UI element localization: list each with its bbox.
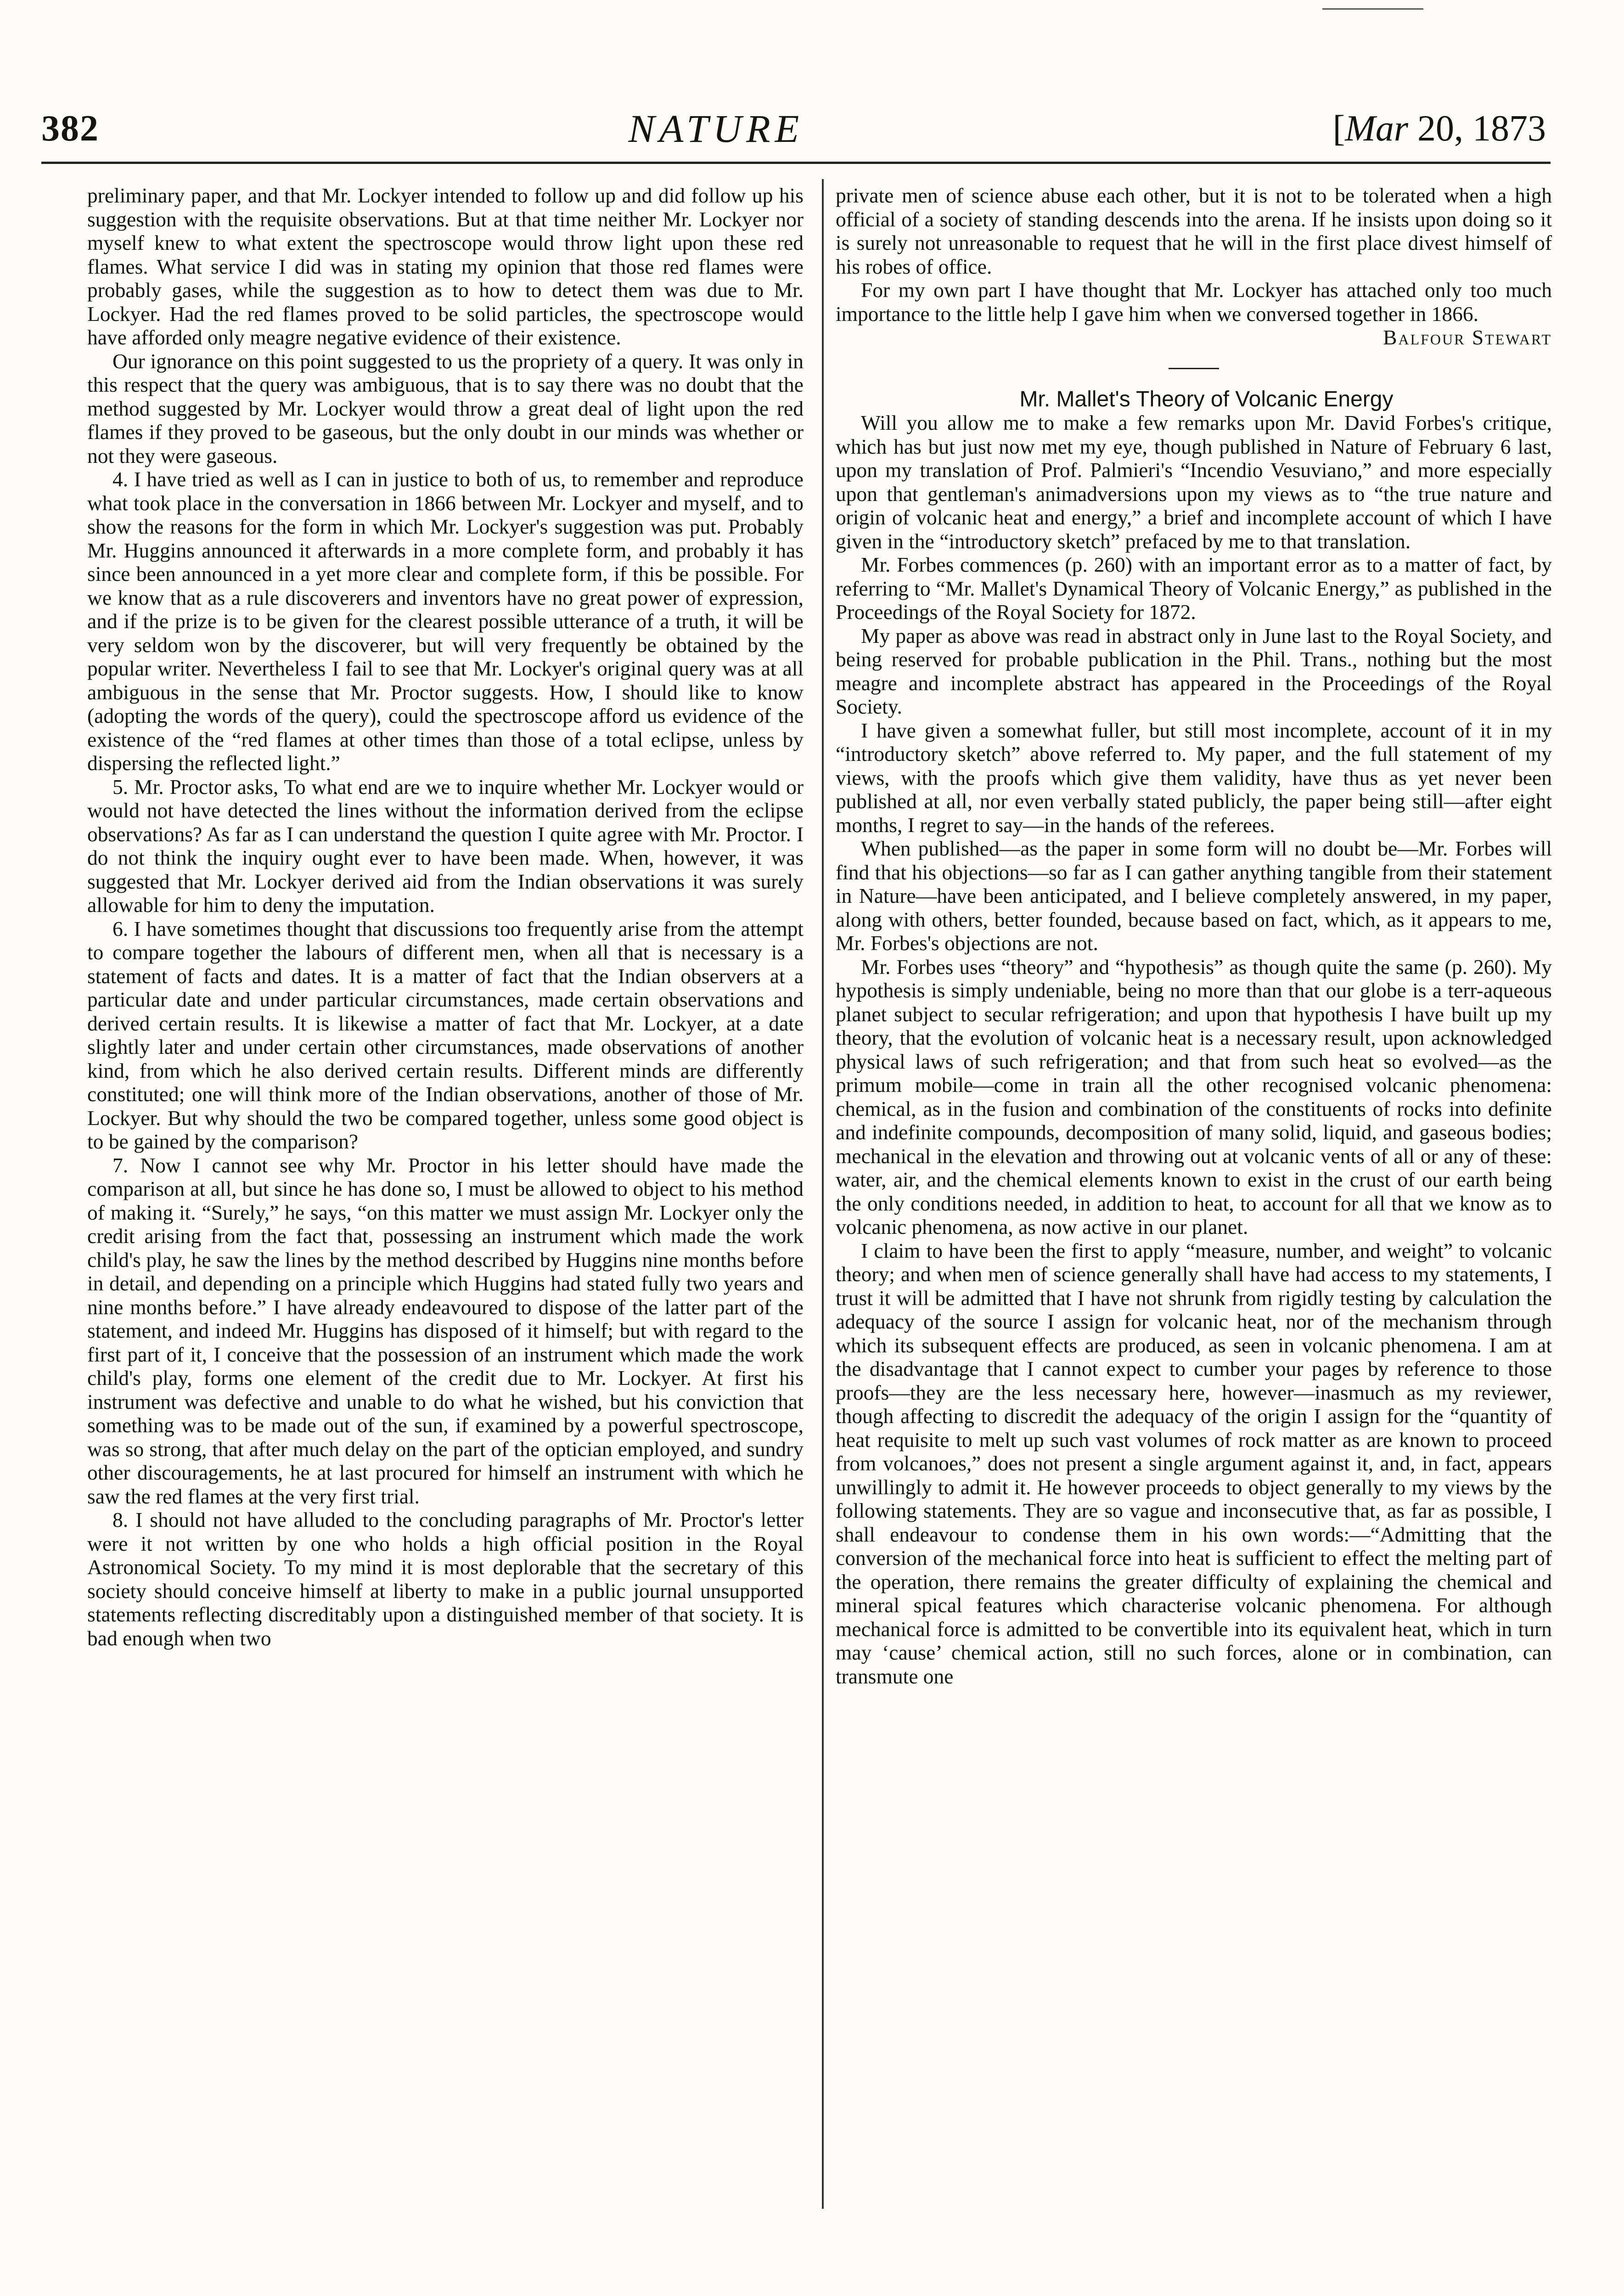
date-bracket: [ xyxy=(1332,108,1345,149)
paragraph: 8. I should not have alluded to the concluding paragraphs of Mr. Proctor's letter were it not written by one who holds a high official position in the Royal Astronomical Society. To my mind it is most deplorable that the secretary of this society should conceive himself at liberty to make in a public journal unsupported statements reflecting discreditably upon a distinguished member of that society. It is bad enough when two xyxy=(87,1508,804,1650)
page-header xyxy=(41,99,1546,158)
paragraph: Mr. Forbes commences (p. 260) with an important error as to a matter of fact, by referring to “Mr. Mallet's Dynamical Theory of Volcanic Energy,” as published in the Proceedings of the Royal Society for 1872. xyxy=(836,553,1552,624)
scan-mark xyxy=(1322,8,1423,10)
paragraph: 7. Now I cannot see why Mr. Proctor in his letter should have made the comparison at all, but since he has done so, I must be allowed to object to his method of making it. “Surely,” he says, “on this matter we must assign Mr. Lockyer only the credit arising from the fact that, possessing an instrument which made the work child's play, he saw the lines by the method described by Huggins nine months before in detail, and depending on a principle which Huggins had stated fully two years and nine months before.” I have already endeavoured to dispose of the latter part of the statement, and indeed Mr. Huggins has disposed of it himself; but with regard to the first part of it, I conceive that the possession of an instrument which made the work child's play, forms one element of the credit due to Mr. Lockyer. At first his instrument was defective and unable to do what he wished, but his conviction that something was to be made out of the sun, if examined by a powerful spectroscope, was so strong, that after much delay on the part of the optician employed, and sundry other discouragements, he at last procured for himself an instrument with which he saw the red flames at the very first trial. xyxy=(87,1153,804,1508)
paragraph: Mr. Forbes uses “theory” and “hypothesis” as though quite the same (p. 260). My hypothesis is simply undeniable, being no more than that our globe is a terr-aqueous planet subject to secular refrigeration; and upon that hypothesis I have built up my theory, that the evolution of volcanic heat is a necessary result, upon acknowledged physical laws of such refrigeration; and that from such heat so evolved—as the primum mobile—come in train all the other recognised volcanic phenomena: chemical, as in the fusion and combination of the constituents of rocks into definite and indefinite compounds, decomposition of many solid, liquid, and gaseous bodies; mechanical in the elevation and throwing out at volcanic vents of all or any of these: water, air, and the chemical elements known to exist in the crust of our earth being the only conditions needed, in addition to heat, to account for all that we know as to volcanic phenomena, as now active in our planet. xyxy=(836,955,1552,1238)
section-divider xyxy=(1169,368,1219,369)
paragraph: I have given a somewhat fuller, but still most incomplete, account of it in my “introductory sketch” above referred to. My paper, and the full statement of my views, with the proofs which give them validity, have thus as yet never been published at all, nor even verbally stated publicly, the paper being still—after eight months, I regret to say—in the hands of the referees. xyxy=(836,718,1552,837)
page-number: 382 xyxy=(41,108,99,149)
right-column xyxy=(836,184,1552,1688)
signature: Balfour Stewart xyxy=(1383,326,1552,349)
paragraph: My paper as above was read in abstract only in June last to the Royal Society, and being reserved for probable publication in the Phil. Trans., nothing but the most meagre and incomplete abstract has appeared in the Proceedings of the Royal Society. xyxy=(836,624,1552,718)
paragraph: I claim to have been the first to apply “measure, number, and weight” to volcanic theory; and when men of science generally shall have had access to my statements, I trust it will be admitted that I have not shrunk from rigidly testing by calculation the adequacy of the source I assign for volcanic heat, nor of the mechanism through which its subsequent effects are produced, as seen in volcanic phenomena. I am at the disadvantage that I cannot expect to cumber your pages by reference to those proofs—they are the less necessary here, however—inasmuch as my reviewer, though affecting to discredit the adequacy of the origin I assign for the “quantity of heat requisite to melt up such vast volumes of rock matter as are known to proceed from volcanoes,” does not present a single argument against it, and, in fact, appears unwillingly to admit it. He however proceeds to object generally to my views by the following statements. They are so vague and inconsecutive that, as far as possible, I shall endeavour to condense them in his own words:—“Admitting that the conversion of the mechanical force into heat is sufficient to effect the melting part of the operation, there remains the greater difficulty of explaining the chemical and mineral spical features which characterise volcanic phenomena. For although mechanical force is admitted to be convertible into its equivalent heat, which in turn may ‘cause’ chemical action, still no such forces, alone or in combination, can transmute one xyxy=(836,1238,1552,1688)
issue-date xyxy=(1333,108,1546,150)
left-column xyxy=(87,184,804,1650)
paragraph: 5. Mr. Proctor asks, To what end are we to inquire whether Mr. Lockyer would or would not have detected the lines without the information derived from the eclipse observations? As far as I can understand the question I quite agree with Mr. Proctor. I do not think the inquiry ought ever to have been made. When, however, it was suggested that Mr. Lockyer derived aid from the Indian observations it was surely allowable for him to deny the imputation. xyxy=(87,775,804,917)
date-rest: 20, 1873 xyxy=(1408,108,1546,149)
paragraph: When published—as the paper in some form will no doubt be—Mr. Forbes will find that his objections—so far as I can gather anything tangible from their statement in Nature—have been anticipated, and I believe completely answered, in my paper, along with others, better founded, because based on fact, which, as it appears to me, Mr. Forbes's objections are not. xyxy=(836,837,1552,955)
paragraph: preliminary paper, and that Mr. Lockyer intended to follow up and did follow up his suggestion with the requisite observations. But at that time neither Mr. Lockyer nor myself knew to what extent the spectroscope would throw light upon these red flames. What service I did was in stating my opinion that those red flames were probably gases, while the suggestion as to how to detect them was due to Mr. Lockyer. Had the red flames proved to be solid particles, the spectroscope would have afforded only meagre negative evidence of their existence. xyxy=(87,184,804,349)
paragraph: Will you allow me to make a few remarks upon Mr. David Forbes's critique, which has but just now met my eye, though published in Nature of February 6 last, upon my translation of Prof. Palmieri's “Incendio Vesuviano,” and more especially upon that gentleman's animadversions upon my views as to “the true nature and origin of volcanic heat and energy,” a brief and incomplete account of which I have given in the “introductory sketch” prefaced by me to that translation. xyxy=(836,411,1552,553)
section-title: Mr. Mallet's Theory of Volcanic Energy xyxy=(1019,387,1394,411)
paragraph: For my own part I have thought that Mr. Lockyer has attached only too much importance to the little help I gave him when we conversed together in 1866. xyxy=(836,278,1552,326)
header-rule xyxy=(41,162,1551,164)
paragraph: 6. I have sometimes thought that discussions too frequently arise from the attempt to compare together the labours of different men, when all that is necessary is a statement of facts and dates. It is a matter of fact that the Indian observers at a particular date and under particular circumstances, made certain observations and derived certain results. It is likewise a matter of fact that Mr. Lockyer, at a date slightly later and under certain other circumstances, made observations of another kind, from which he also derived certain results. Different minds are differently constituted; one will think more of the Indian observations, another of those of Mr. Lockyer. But why should the two be compared together, unless some good object is to be gained by the comparison? xyxy=(87,917,804,1153)
journal-title: NATURE xyxy=(628,107,804,151)
date-month: Mar xyxy=(1345,108,1408,149)
column-divider xyxy=(822,179,824,2209)
paragraph: private men of science abuse each other, but it is not to be tolerated when a high official of a society of standing descends into the arena. If he insists upon doing so it is surely not unreasonable to request that he will in the first place divest himself of his robes of office. xyxy=(836,184,1552,278)
paragraph: 4. I have tried as well as I can in justice to both of us, to remember and reproduce what took place in the conversation in 1866 between Mr. Lockyer and myself, and to show the reasons for the form in which Mr. Lockyer's suggestion was put. Probably Mr. Huggins announced it afterwards in a more complete form, and probably it has since been announced in a yet more clear and complete form, if this be possible. For we know that as a rule discoverers and inventors have no great power of expression, and if the prize is to be given for the clearest possible utterance of a truth, it will be very seldom won by the discoverer, but will very frequently be obtained by the popular writer. Nevertheless I fail to see that Mr. Lockyer's original query was at all ambiguous in the sense that Mr. Proctor suggests. How, I should like to know (adopting the words of the query), could the spectroscope afford us evidence of the existence of the “red flames at other times than those of a total eclipse, unless by dispersing the reflected light.” xyxy=(87,467,804,775)
paragraph: Our ignorance on this point suggested to us the propriety of a query. It was only in this respect that the query was ambiguous, that is to say there was no doubt that the method suggested by Mr. Lockyer would throw a great deal of light upon the red flames if they proved to be gaseous, but the only doubt in our minds was whether or not they were gaseous. xyxy=(87,349,804,467)
